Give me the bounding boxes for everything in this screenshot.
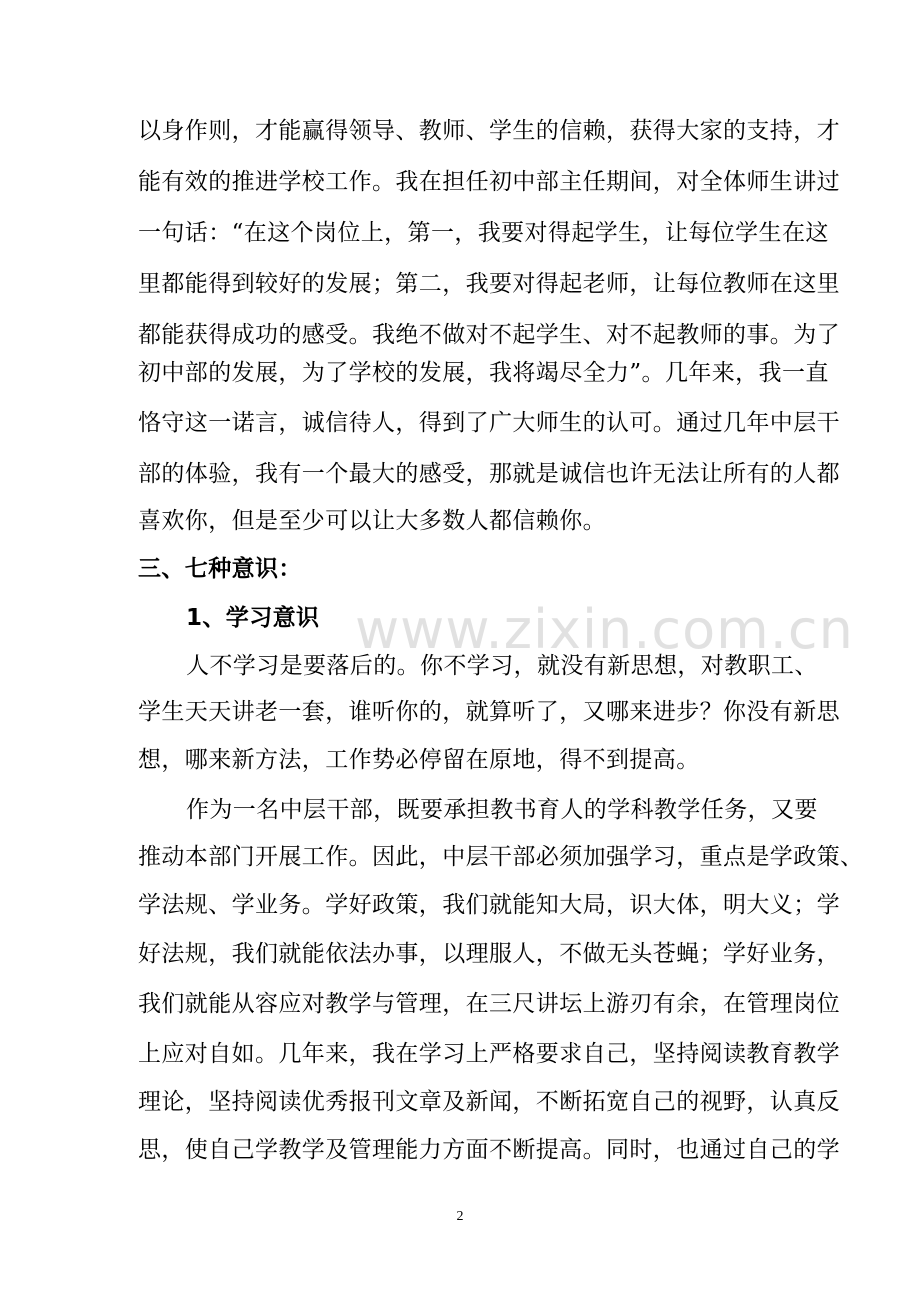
sub-heading: 1、学习意识: [186, 605, 320, 631]
paragraph-line: 学生天天讲老一套，谁听你的，就算听了，又哪来进步？你没有新思: [138, 699, 840, 725]
paragraph-line: 一句话：“在这个岗位上，第一，我要对得起学生，让每位学生在这: [138, 220, 829, 246]
paragraph-line: 人不学习是要落后的。你不学习，就没有新思想，对教职工、: [186, 653, 818, 679]
page-number: 2: [456, 1209, 464, 1224]
paragraph-line: 推动本部门开展工作。因此，中层干部必须加强学习，重点是学政策、: [138, 844, 864, 870]
watermark: www.zixin.com.cn: [355, 598, 854, 661]
paragraph-line: 好法规，我们就能依法办事，以理服人，不做无头苍蝇；学好业务，: [138, 941, 840, 967]
paragraph-line: 恪守这一诺言，诚信待人，得到了广大师生的认可。通过几年中层干: [138, 410, 840, 436]
paragraph-line: 都能获得成功的感受。我绝不做对不起学生、对不起教师的事。为了: [138, 322, 840, 348]
paragraph-line: 能有效的推进学校工作。我在担任初中部主任期间，对全体师生讲过: [138, 169, 840, 195]
section-heading: 三、七种意识：: [138, 556, 302, 582]
paragraph-line: 上应对自如。几年来，我在学习上严格要求自己，坚持阅读教育教学: [138, 1041, 840, 1067]
paragraph-line: 我们就能从容应对教学与管理，在三尺讲坛上游刃有余，在管理岗位: [138, 991, 840, 1017]
paragraph-line: 学法规、学业务。学好政策，我们就能知大局，识大体，明大义；学: [138, 892, 840, 918]
paragraph-line: 想，哪来新方法，工作势必停留在原地，得不到提高。: [138, 747, 700, 773]
paragraph-line: 部的体验，我有一个最大的感受，那就是诚信也许无法让所有的人都: [138, 461, 840, 487]
paragraph-line: 喜欢你，但是至少可以让大多数人都信赖你。: [138, 508, 606, 534]
paragraph-line: 以身作则，才能赢得领导、教师、学生的信赖，获得大家的支持，才: [138, 118, 840, 144]
paragraph-line: 里都能得到较好的发展；第二，我要对得起老师，让每位教师在这里: [138, 271, 840, 297]
paragraph-line: 思，使自己学教学及管理能力方面不断提高。同时，也通过自己的学: [138, 1137, 840, 1163]
paragraph-line: 初中部的发展，为了学校的发展，我将竭尽全力”。几年来，我一直: [138, 360, 829, 386]
paragraph-line: 理论，坚持阅读优秀报刊文章及新闻，不断拓宽自己的视野，认真反: [138, 1089, 840, 1115]
paragraph-line: 作为一名中层干部，既要承担教书育人的学科教学任务，又要: [186, 797, 818, 823]
